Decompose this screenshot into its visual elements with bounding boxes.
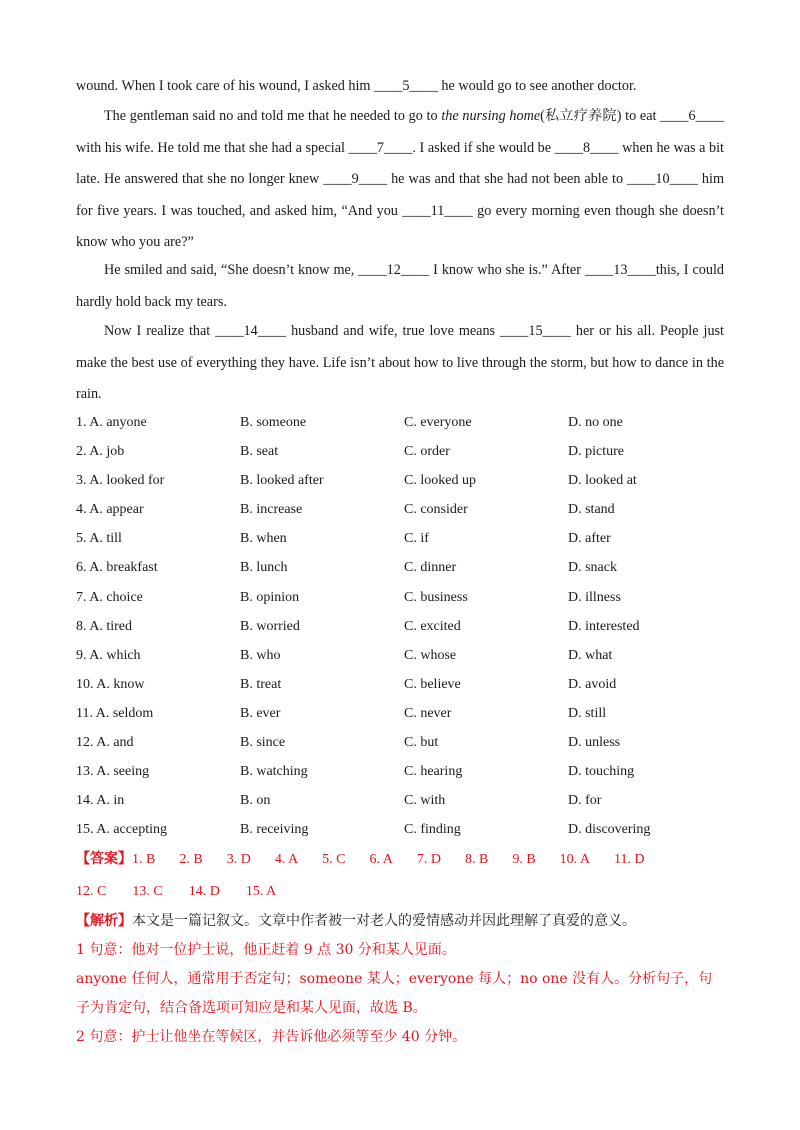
option-choice: B. lunch xyxy=(240,560,288,576)
option-row xyxy=(76,699,756,728)
q1-meaning xyxy=(76,936,726,965)
passage-paragraph-4 xyxy=(76,316,724,411)
passage-paragraph-2 xyxy=(76,101,724,259)
answer-line-1 xyxy=(76,843,736,876)
option-choice: B. seat xyxy=(240,444,279,460)
option-choice: D. snack xyxy=(568,560,617,576)
option-row xyxy=(76,786,756,815)
option-choice: B. when xyxy=(240,531,287,547)
analysis-label: 【解析】 xyxy=(76,913,132,929)
option-choice: B. who xyxy=(240,647,281,663)
answer-item: 15. A xyxy=(245,884,277,899)
option-row xyxy=(76,408,756,437)
option-choice: C. never xyxy=(404,705,452,721)
analysis-summary-text: 本文是一篇记叙文。文章中作者被一对老人的爱情感动并因此理解了真爱的意义。 xyxy=(132,913,636,929)
option-row xyxy=(76,757,756,786)
option-choice: D. no one xyxy=(568,415,623,430)
option-choice: D. still xyxy=(568,705,607,721)
option-choice: D. avoid xyxy=(568,676,617,692)
option-choice: 10. A. know xyxy=(76,676,145,692)
option-row xyxy=(76,583,756,612)
passage-paragraph-3 xyxy=(76,255,724,318)
option-choice: C. excited xyxy=(404,618,461,634)
option-choice: D. touching xyxy=(568,764,635,780)
option-row xyxy=(76,670,756,699)
option-choice: D. after xyxy=(568,531,611,547)
passage-text: He smiled and said, “She doesn’t know me, ____12____ I know who she is.” After ____13____this, I could hardly hold back my tears. xyxy=(76,262,724,310)
option-choice: C. whose xyxy=(404,647,457,663)
option-choice: 1. A. anyone xyxy=(76,415,147,430)
option-row xyxy=(76,495,756,524)
passage-text: wound. When I took care of his wound, I asked him ____5____ he would go to see another doctor. xyxy=(76,78,637,94)
option-choice: 3. A. looked for xyxy=(76,473,165,489)
q2-meaning-text: 2 句意：护士让他坐在等候区，并告诉他必须等至少 40 分钟。 xyxy=(76,1029,467,1045)
answer-line-2 xyxy=(76,876,736,908)
q2-meaning xyxy=(76,1023,726,1052)
option-choice: B. worried xyxy=(240,618,300,634)
answer-item: 1. B xyxy=(132,852,156,867)
option-choice: B. since xyxy=(240,735,286,751)
option-choice: C. finding xyxy=(404,822,461,838)
option-choice: C. order xyxy=(404,444,450,460)
option-choice: D. looked at xyxy=(568,473,637,489)
option-choice: 8. A. tired xyxy=(76,618,132,634)
option-choice: B. increase xyxy=(240,502,303,518)
passage-paragraph-1 xyxy=(76,71,724,103)
option-choice: C. but xyxy=(404,735,439,751)
q1-explanation-text: anyone 任何人，通常用于否定句；someone 某人；everyone 每人；no one 没有人。分析句子，句子为肯定句，结合备选项可知应是和某人见面，故选 B。 xyxy=(76,971,713,1016)
option-choice: 14. A. in xyxy=(76,793,125,809)
option-choice: D. interested xyxy=(568,618,640,634)
option-choice: 4. A. appear xyxy=(76,502,144,518)
answer-item: 2. B xyxy=(179,852,203,867)
option-choice: C. business xyxy=(404,589,468,605)
q1-explanation xyxy=(76,965,726,1023)
option-row xyxy=(76,524,756,553)
option-row xyxy=(76,437,756,466)
answer-item: 7. D xyxy=(416,852,441,867)
option-row xyxy=(76,728,756,757)
option-choice: D. picture xyxy=(568,444,624,460)
option-choice: D. for xyxy=(568,793,602,809)
answer-label: 【答案】 xyxy=(76,851,132,867)
analysis-summary xyxy=(76,907,726,936)
option-choice: C. consider xyxy=(404,502,468,518)
option-choice: C. looked up xyxy=(404,473,476,489)
option-choice: 11. A. seldom xyxy=(76,705,154,721)
option-choice: B. someone xyxy=(240,415,307,430)
option-row xyxy=(76,612,756,641)
option-choice: B. ever xyxy=(240,705,281,721)
answer-item: 4. A xyxy=(274,852,299,867)
option-choice: 2. A. job xyxy=(76,444,125,460)
option-choice: B. watching xyxy=(240,764,308,780)
option-choice: B. on xyxy=(240,793,271,809)
answer-block xyxy=(76,843,736,908)
option-choice: D. unless xyxy=(568,735,621,751)
answer-item: 9. B xyxy=(512,852,536,867)
passage-italic-term: the nursing home xyxy=(441,108,541,124)
passage-text: The gentleman said no and told me that he needed to go to xyxy=(104,108,442,124)
option-choice: C. hearing xyxy=(404,764,463,780)
option-choice: B. treat xyxy=(240,676,282,692)
option-choice: D. stand xyxy=(568,502,615,518)
option-choice: B. receiving xyxy=(240,822,309,838)
option-row xyxy=(76,641,756,670)
option-choice: B. opinion xyxy=(240,589,300,605)
option-row xyxy=(76,466,756,495)
options-list xyxy=(76,408,756,844)
option-choice: C. everyone xyxy=(404,415,472,430)
passage-text: Now I realize that ____14____ husband and wife, true love means ____15____ her or his all. People just make the best use of everything they have. Life isn’t about how to live through the storm, but how to dance in the rain. xyxy=(76,323,724,402)
answer-item: 12. C xyxy=(76,884,107,899)
option-choice: B. looked after xyxy=(240,473,324,489)
option-row xyxy=(76,553,756,582)
answer-item: 11. D xyxy=(614,852,645,867)
option-row xyxy=(76,815,756,844)
option-choice: C. if xyxy=(404,531,429,547)
answer-item: 8. B xyxy=(464,852,489,867)
answer-item: 5. C xyxy=(322,852,346,867)
q1-meaning-text: 1 句意：他对一位护士说，他正赶着 9 点 30 分和某人见面。 xyxy=(76,942,456,958)
answer-item: 10. A xyxy=(559,852,590,867)
option-choice: 9. A. which xyxy=(76,647,141,663)
option-choice: 6. A. breakfast xyxy=(76,560,158,576)
option-choice: 5. A. till xyxy=(76,531,122,547)
option-choice: D. what xyxy=(568,647,613,663)
answer-item: 3. D xyxy=(226,852,251,867)
option-choice: 12. A. and xyxy=(76,735,134,751)
option-choice: C. dinner xyxy=(404,560,457,576)
option-choice: C. with xyxy=(404,793,446,809)
option-choice: 7. A. choice xyxy=(76,589,143,605)
answer-item: 14. D xyxy=(188,884,220,899)
passage-text: (私立疗养院) to eat ____6____ with his wife. He told me that she had a special ____7____. I asked if she would be ____8____ when he was a bit late. He answered that she no longer knew ____9____ he was and that she had not been able to ____10____ him for five years. I was touched, and asked him, “And you ____11____ go every morning even though she doesn’t know who you are?” xyxy=(76,108,724,250)
option-choice: 15. A. accepting xyxy=(76,822,167,838)
answer-item: 6. A xyxy=(369,852,393,867)
option-choice: C. believe xyxy=(404,676,461,692)
option-choice: D. illness xyxy=(568,589,621,605)
option-choice: D. discovering xyxy=(568,822,651,838)
option-choice: 13. A. seeing xyxy=(76,764,150,780)
answer-item: 13. C xyxy=(132,884,163,899)
